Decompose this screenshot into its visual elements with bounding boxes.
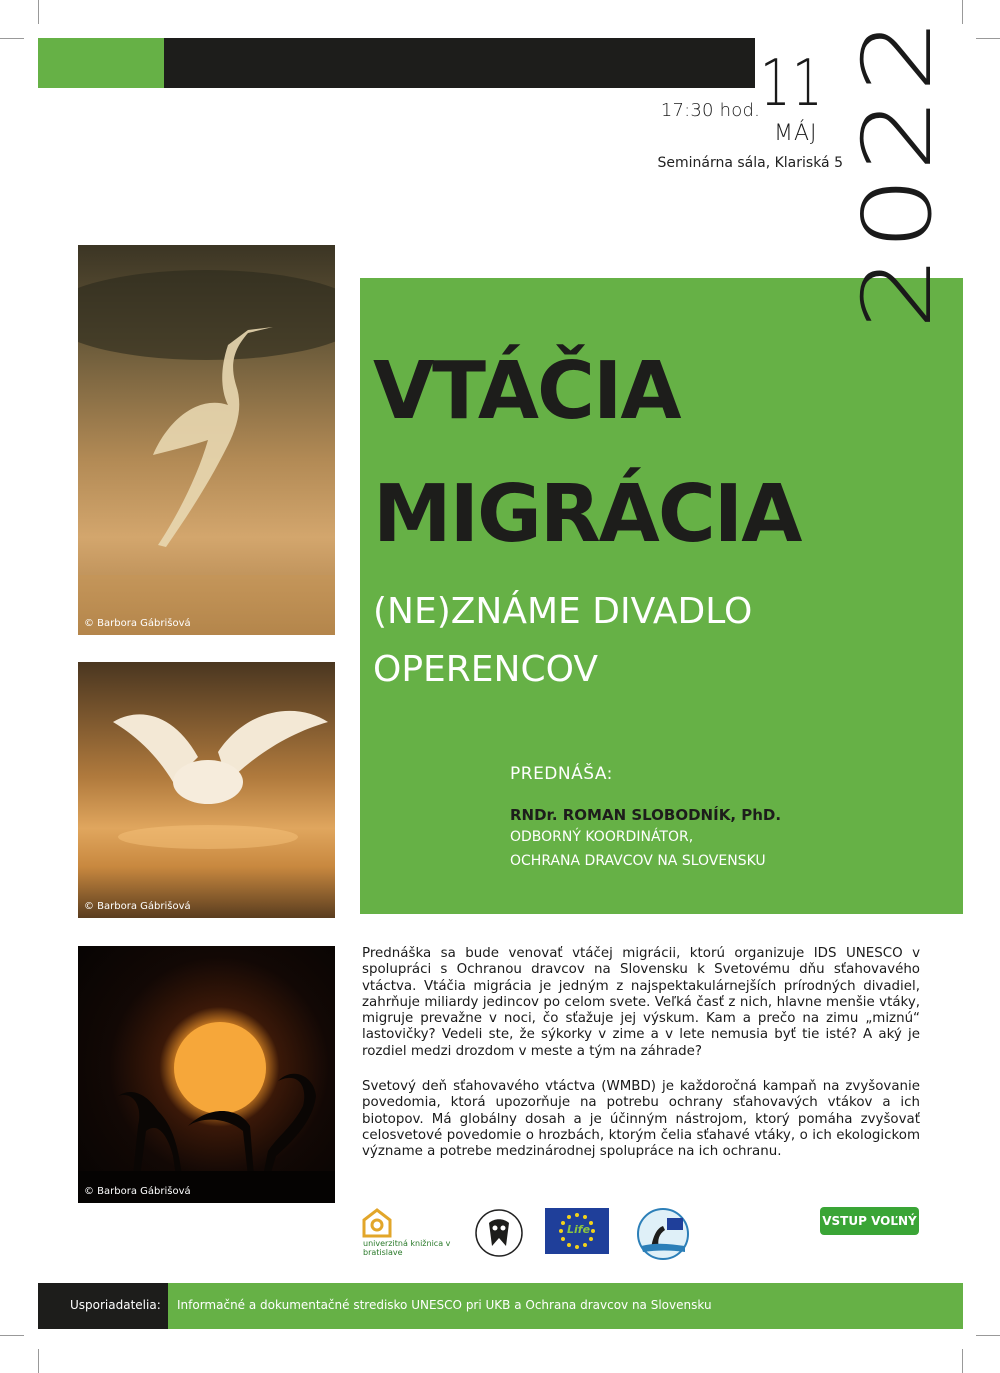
free-entry-badge: VSTUP VOĽNÝ bbox=[820, 1207, 919, 1235]
organizers-label: Usporiadatelia: bbox=[70, 1298, 161, 1312]
crop-mark bbox=[962, 0, 963, 24]
subtitle-line-1: (NE)ZNÁME DIVADLO bbox=[373, 591, 753, 632]
ukb-logo-icon bbox=[362, 1208, 392, 1238]
crop-mark bbox=[0, 1335, 24, 1336]
bird-life-icon bbox=[637, 1208, 689, 1260]
swan-photo bbox=[78, 662, 335, 918]
crop-mark bbox=[976, 38, 1000, 39]
header-black-bar bbox=[164, 38, 755, 88]
body-paragraph-2: Svetový deň sťahovavého vtáctva (WMBD) je každoročná kampaň na zvyšovanie povedomia, ktorá upozorňuje na potrebu ochrany sťahovavých vtákov a ich biotopov. Má globálny dosah a je účinným nástrojom, ktorý pomáha zvyšovať celosvetové povedomie o hrozbách, ktorým čelia sťahavé vtáky, o ich ekologickom význame a potrebe medzinárodnej spolupráce na ich ochranu. bbox=[362, 1079, 920, 1160]
crop-mark bbox=[976, 1335, 1000, 1336]
crop-mark bbox=[38, 1349, 39, 1373]
lecturer-label: PREDNÁŠA: bbox=[510, 764, 613, 784]
title-line-1: VTÁČIA bbox=[373, 345, 680, 437]
crop-mark bbox=[962, 1349, 963, 1373]
body-paragraph-1: Prednáška sa bude venovať vtáčej migrácii, ktorú organizuje IDS UNESCO v spolupráci s Ochranou dravcov na Slovensku k Svetovému dňu sťahovavého vtáctva. Vtáčia migrácia je jedným z najspektakulárnejších prírodných divadiel, zahrňuje miliardy jedincov po celom svete. Veľká časť z nich, hlavne menšie vtáky, migruje prevažne v noci, čo sťažuje jej výskum. Kam a prečo na zimu „miznú“ lastovičky? Vedeli ste, že sýkorky v zime a v lete nemusia byť tie isté? A aký je rozdiel medzi drozdom v meste a tým na záhrade? bbox=[362, 946, 920, 1059]
ukb-logo bbox=[362, 1208, 392, 1238]
event-month: MÁJ bbox=[774, 121, 818, 146]
event-year: 2022 bbox=[842, 13, 953, 330]
crop-mark bbox=[0, 38, 24, 39]
eu-life-logo bbox=[545, 1208, 609, 1254]
lecturer-name: RNDr. ROMAN SLOBODNÍK, PhD. bbox=[510, 806, 782, 824]
egret-illustration bbox=[78, 245, 335, 635]
lecturer-role-line-2: OCHRANA DRAVCOV NA SLOVENSKU bbox=[510, 853, 766, 869]
life-project-logo bbox=[637, 1208, 689, 1260]
event-venue: Seminárna sála, Klariská 5 bbox=[657, 155, 843, 171]
lecturer-role-line-1: ODBORNÝ KOORDINÁTOR, bbox=[510, 829, 694, 845]
raptor-protection-logo bbox=[474, 1208, 524, 1258]
egret-photo bbox=[78, 245, 335, 635]
title-line-2: MIGRÁCIA bbox=[373, 468, 801, 560]
storks-photo bbox=[78, 946, 335, 1203]
swan-illustration bbox=[78, 662, 335, 918]
header-green-bar bbox=[38, 38, 164, 88]
crop-mark bbox=[38, 0, 39, 24]
ukb-logo-text: univerzitná knižnica v bratislave bbox=[363, 1239, 451, 1257]
organizers-text: Informačné a dokumentačné stredisko UNESCO pri UKB a Ochrana dravcov na Slovensku bbox=[177, 1298, 712, 1312]
storks-illustration bbox=[78, 946, 335, 1203]
event-day: 11 bbox=[760, 47, 825, 121]
life-logo-text: Life bbox=[567, 1223, 591, 1236]
photo-credit: © Barbora Gábrišová bbox=[84, 618, 191, 629]
event-time: 17:30 hod. bbox=[660, 100, 760, 121]
subtitle-line-2: OPERENCOV bbox=[373, 649, 598, 690]
owl-icon bbox=[474, 1208, 524, 1258]
photo-credit: © Barbora Gábrišová bbox=[84, 901, 191, 912]
photo-credit: © Barbora Gábrišová bbox=[84, 1186, 191, 1197]
